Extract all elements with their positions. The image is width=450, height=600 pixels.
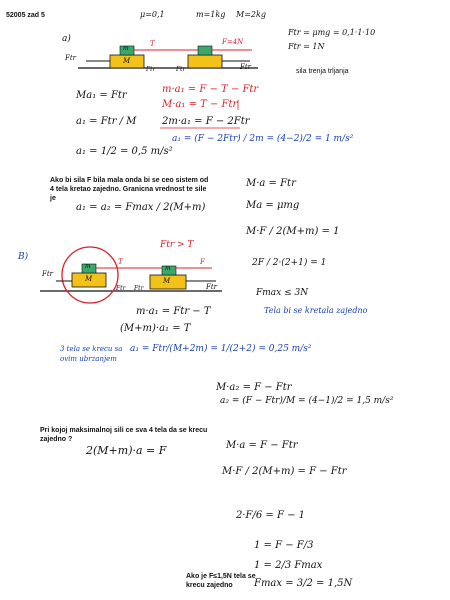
right-eq-3: M·F / 2(M+m) = 1 [246, 226, 340, 237]
eq-left-1: Ma₁ = Ftr [76, 90, 127, 101]
eq-left-3: a₁ = 1/2 = 0,5 m/s² [76, 146, 173, 157]
eq-2m: 2m·a₁ = F − 2Ftr [162, 116, 250, 127]
conclusion-text: Ako je F≤1,5N tela se krecu zajedno [186, 573, 256, 589]
ftr-under-a1: Ftr [146, 66, 156, 73]
ftr-label-left-a: Ftr [65, 54, 77, 62]
b-eq-3: M·a₂ = F − Ftr [216, 382, 292, 393]
b-blue-eq: a₁ = Ftr/(M+2m) = 1/(2+2) = 0,25 m/s² [130, 344, 312, 354]
ftr-under-b2: Ftr [134, 285, 144, 292]
question-text: Pri kojoj maksimalnoj sili ce sva 4 tela da se krecu zajedno ? [40, 427, 208, 443]
block-m2-a [198, 46, 212, 55]
b-eq-4: a₂ = (F − Ftr)/M = (4−1)/2 = 1,5 m/s² [220, 396, 394, 406]
friction-eq-2: Ftr = 1N [288, 42, 325, 51]
M-label-b: M [85, 275, 93, 283]
right-eq-2: Ma = μmg [246, 200, 300, 211]
right-eq-5: Fmax ≤ 3N [256, 288, 309, 298]
ftr-gt-t: Ftr > T [160, 240, 194, 250]
friction-note: sila trenja trljanja [296, 68, 349, 75]
given-M: M=2kg [236, 10, 266, 19]
right-note: Tela bi se kretala zajedno [264, 306, 368, 315]
tension-label-b: T [118, 258, 123, 266]
solve-2: M·F / 2(M+m) = F − Ftr [222, 466, 347, 477]
solve-3: 2·F/6 = F − 1 [236, 510, 305, 521]
friction-eq-1: Ftr = μmg = 0,1·1·10 [288, 28, 376, 37]
M-label-a: M [123, 57, 131, 65]
question-eq: 2(M+m)·a = F [86, 444, 167, 457]
force-label-b: F [200, 258, 205, 266]
force-label-a: F=4N [222, 38, 244, 46]
b-blue-note: 3 tela se krecu sa ovim ubrzanjem [60, 345, 123, 363]
ftr-label-right-a: Ftr [240, 63, 252, 71]
diagram-b [40, 247, 222, 303]
m-label-b: m [85, 263, 91, 270]
given-m: m=1kg [196, 10, 226, 19]
red-eq-2: M·a₁ = T − Ftr [162, 99, 238, 110]
ftr-label-right-b: Ftr [206, 283, 218, 291]
part-b-label: B) [18, 252, 29, 262]
red-eq-1: m·a₁ = F − T − Ftr [162, 84, 259, 95]
M-label-b2: M [163, 277, 171, 285]
right-eq-1: M·a = Ftr [246, 178, 296, 189]
diagram-a [78, 46, 258, 68]
part-a-label: a) [62, 34, 71, 44]
limit-text: Ako bi sila F bila mala onda bi se ceo sistem od 4 tela kretao zajedno. Granicna vrednost te sile je [50, 177, 209, 202]
ftr-under-b1: Ftr [116, 285, 126, 292]
b-eq-1: m·a₁ = Ftr − T [136, 306, 211, 317]
ftr-under-a2: Ftr [176, 66, 186, 73]
limit-eq: a₁ = a₂ = Fmax / 2(M+m) [76, 202, 206, 213]
m-label-a: m [123, 45, 129, 52]
eq-left-2: a₁ = Ftr / M [76, 116, 137, 127]
solve-5: 1 = 2/3 Fmax [254, 560, 323, 571]
solve-1: M·a = F − Ftr [226, 440, 298, 451]
solve-4: 1 = F − F/3 [254, 540, 314, 551]
b-eq-2: (M+m)·a₁ = T [120, 323, 191, 334]
block-M2-a [188, 55, 222, 68]
m-label-b2: m [165, 265, 171, 272]
blue-eq-a1: a₁ = (F − 2Ftr) / 2m = (4−2)/2 = 1 m/s² [172, 134, 354, 144]
given-mu: μ=0,1 [140, 10, 165, 19]
right-eq-4: 2F / 2·(2+1) = 1 [252, 258, 327, 268]
solve-6: Fmax = 3/2 = 1,5N [254, 578, 353, 589]
tension-label-a: T [150, 40, 155, 48]
ftr-label-left-b: Ftr [42, 270, 54, 278]
page-title: 52005 zad 5 [6, 12, 45, 19]
